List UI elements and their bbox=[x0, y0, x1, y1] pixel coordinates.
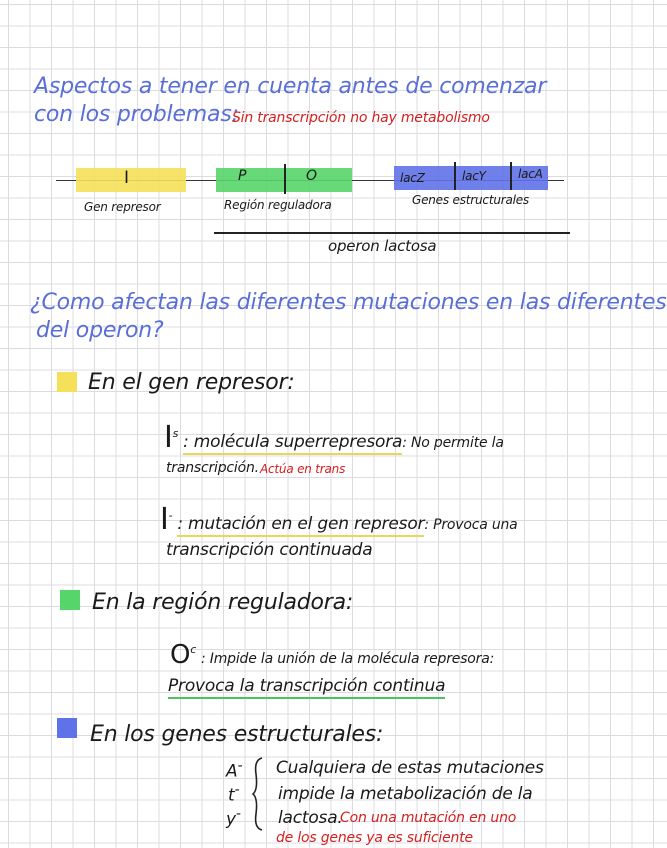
oc-superscript: c bbox=[190, 643, 197, 656]
structural-text3: lactosa. bbox=[278, 808, 343, 828]
structural-heading: En los genes estructurales: bbox=[90, 722, 384, 747]
oc-description2: Provoca la transcripción continua bbox=[168, 676, 445, 699]
gene-i-label: I bbox=[124, 168, 129, 188]
structural-text1: Cualquiera de estas mutaciones bbox=[276, 758, 544, 778]
repressor-gene-box bbox=[76, 168, 186, 192]
oc-entry bbox=[170, 640, 494, 670]
is-symbol: I bbox=[164, 420, 173, 455]
iminus-description3: transcripción continuada bbox=[166, 540, 373, 560]
mutation-y: y- bbox=[226, 806, 241, 830]
is-note: Actúa en trans bbox=[260, 462, 346, 476]
structural-text2: impide la metabolización de la bbox=[278, 784, 533, 804]
is-entry bbox=[164, 420, 504, 455]
iminus-symbol: I bbox=[160, 502, 169, 537]
iminus-description2: : Provoca una bbox=[424, 517, 518, 533]
is-description: : molécula superrepresora bbox=[183, 432, 402, 455]
regulatory-region-caption: Región reguladora bbox=[224, 198, 332, 212]
iminus-entry bbox=[160, 502, 518, 537]
mutation-a: A- bbox=[226, 758, 243, 782]
region-p-label: P bbox=[238, 168, 247, 184]
title-note: Sin transcripción no hay metabolismo bbox=[232, 110, 490, 126]
is-description3: transcripción. bbox=[166, 460, 259, 476]
is-description2: : No permite la bbox=[402, 435, 504, 451]
repressor-heading: En el gen represor: bbox=[88, 370, 295, 395]
oc-description: : Impide la unión de la molécula represora: bbox=[201, 651, 495, 667]
mutation-a-symbol: A bbox=[226, 761, 238, 782]
p-o-divider bbox=[284, 164, 286, 194]
mutation-t: t- bbox=[228, 782, 240, 806]
structural-genes-caption: Genes estructurales bbox=[412, 193, 529, 207]
laca-label: lacA bbox=[518, 167, 543, 181]
repressor-gene-caption: Gen represor bbox=[84, 200, 161, 214]
is-superscript: s bbox=[172, 427, 179, 440]
lacy-laca-divider bbox=[510, 162, 512, 190]
structural-note1: Con una mutación en uno bbox=[340, 810, 517, 826]
lacy-label: lacY bbox=[462, 169, 486, 183]
operon-bracket-line bbox=[214, 232, 570, 234]
blue-marker bbox=[57, 718, 77, 738]
question-line2: del operon? bbox=[36, 318, 164, 343]
question-line1: ¿Como afectan las diferentes mutaciones en las diferentes bbox=[30, 290, 667, 315]
mutation-brace bbox=[252, 756, 268, 832]
operon-caption: operon lactosa bbox=[328, 237, 437, 255]
regulatory-heading: En la región reguladora: bbox=[92, 590, 354, 615]
title-line1: Aspectos a tener en cuenta antes de comenzar bbox=[34, 74, 547, 99]
lacz-lacy-divider bbox=[454, 162, 456, 190]
iminus-superscript: - bbox=[168, 509, 173, 522]
region-o-label: O bbox=[306, 168, 317, 184]
lacz-label: lacZ bbox=[400, 171, 425, 185]
mutation-t-symbol: t bbox=[228, 785, 235, 806]
iminus-description: : mutación en el gen represor bbox=[177, 514, 424, 537]
oc-symbol: O bbox=[170, 640, 191, 670]
green-marker bbox=[60, 590, 80, 610]
mutation-y-symbol: y bbox=[226, 809, 236, 830]
structural-note2: de los genes ya es suficiente bbox=[276, 830, 473, 846]
title-line2: con los problemas: bbox=[34, 102, 239, 127]
yellow-marker bbox=[57, 372, 77, 392]
